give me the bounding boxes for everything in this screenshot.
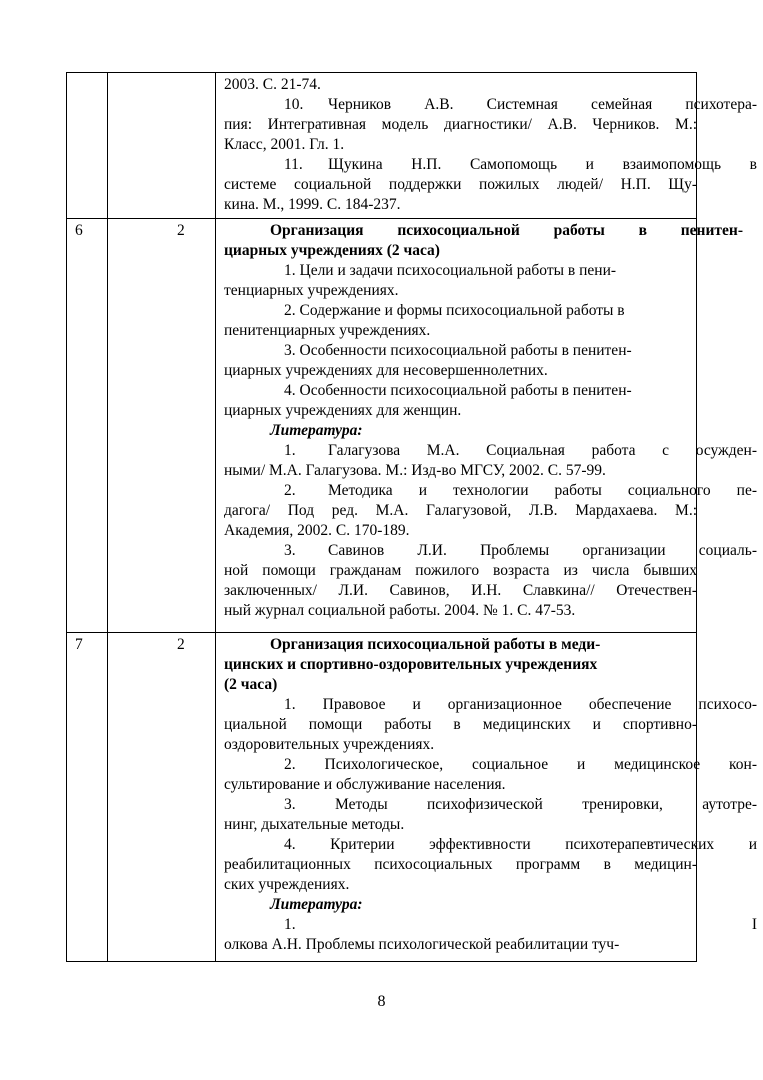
row-number: 7	[75, 636, 83, 653]
row-hours: 2	[177, 222, 185, 239]
literature-heading: Литература:	[270, 896, 363, 913]
column-divider	[107, 73, 108, 961]
section-title: (2 часа)	[224, 676, 278, 693]
text-line: заключенных/ Л.И. Савинов, И.Н. Славкина// Отечествен-	[224, 582, 697, 599]
text-line: ских учреждениях.	[224, 876, 350, 893]
plan-table	[66, 72, 757, 962]
text-line: дагога/ Под ред. М.А. Галагузовой, Л.В. Мардахаева. М.:	[224, 502, 697, 519]
text-line: ными/ М.А. Галагузова. М.: Изд-во МГСУ, 2002. С. 57-99.	[224, 462, 606, 479]
list-item: 4. Особенности психосоциальной работы в пенитен-	[284, 382, 632, 399]
text-line: циальной помощи работы в медицинских и спортивно-	[224, 716, 697, 733]
row-divider	[67, 218, 696, 219]
reference-10: 10. Черников А.В. Системная семейная психотера-	[284, 96, 757, 113]
row-hours: 2	[177, 636, 185, 653]
text-line: пия: Интегративная модель диагностики/ А.В. Черников. М.:	[224, 116, 697, 133]
list-item: 1. Правовое и организационное обеспечение психосо-	[284, 696, 757, 713]
list-item: 3. Особенности психосоциальной работы в пенитен-	[284, 342, 632, 359]
list-item: 1. Цели и задачи психосоциальной работы в пени-	[284, 262, 617, 279]
stray-character: I	[751, 916, 757, 933]
text-line: ный журнал социальной работы. 2004. № 1. С. 47-53.	[224, 602, 576, 619]
text-line: системе социальной поддержки пожилых людей/ Н.П. Щу-	[224, 176, 697, 193]
text-line: Академия, 2002. С. 170-189.	[224, 522, 410, 539]
text-line: оздоровительных учреждениях.	[224, 736, 435, 753]
section-title: циарных учреждениях (2 часа)	[224, 242, 440, 259]
text-line: нинг, дыхательные методы.	[224, 816, 405, 833]
section-title: Организация психосоциальной работы в пенитен-	[270, 222, 743, 239]
section-title: Организация психосоциальной работы в меди-	[270, 636, 601, 653]
text-line: олкова А.Н. Проблемы психологической реабилитации туч-	[224, 936, 620, 953]
list-item: 3. Методы психофизической тренировки, аутотре-	[284, 796, 757, 813]
text-line: 2003. С. 21-74.	[224, 76, 321, 93]
row-number: 6	[75, 222, 83, 239]
reference-item: 1. Галагузова М.А. Социальная работа с осужден-	[284, 442, 757, 459]
text-line: циарных учреждениях для несовершеннолетних.	[224, 362, 548, 379]
text-line: реабилитационных психосоциальных программ в медицин-	[224, 856, 697, 873]
text-line: тенциарных учреждениях.	[224, 282, 399, 299]
literature-heading: Литература:	[270, 422, 363, 439]
list-item: 2. Содержание и формы психосоциальной работы в	[284, 302, 625, 319]
reference-item: 2. Методика и технологии работы социального пе-	[284, 482, 757, 499]
row-divider	[67, 632, 696, 633]
text-line: сультирование и обслуживание населения.	[224, 776, 506, 793]
reference-item: 1. I	[284, 916, 757, 933]
reference-item: 3. Савинов Л.И. Проблемы организации социаль-	[284, 542, 757, 559]
text-line: циарных учреждениях для женщин.	[224, 402, 462, 419]
column-divider	[215, 73, 216, 961]
reference-11: 11. Щукина Н.П. Самопомощь и взаимопомощь в	[284, 156, 757, 173]
section-title: цинских и спортивно-оздоровительных учреждениях	[224, 656, 598, 673]
list-item: 2. Психологическое, социальное и медицинское кон-	[284, 756, 757, 773]
text-line: кина. М., 1999. С. 184-237.	[224, 196, 401, 213]
text-line: пенитенциарных учреждениях.	[224, 322, 431, 339]
text-line: ной помощи гражданам пожилого возраста из числа бывших	[224, 562, 697, 579]
list-item: 4. Критерии эффективности психотерапевтических и	[284, 836, 757, 853]
page-number: 8	[377, 993, 386, 1010]
text-line: Класс, 2001. Гл. 1.	[224, 136, 345, 153]
